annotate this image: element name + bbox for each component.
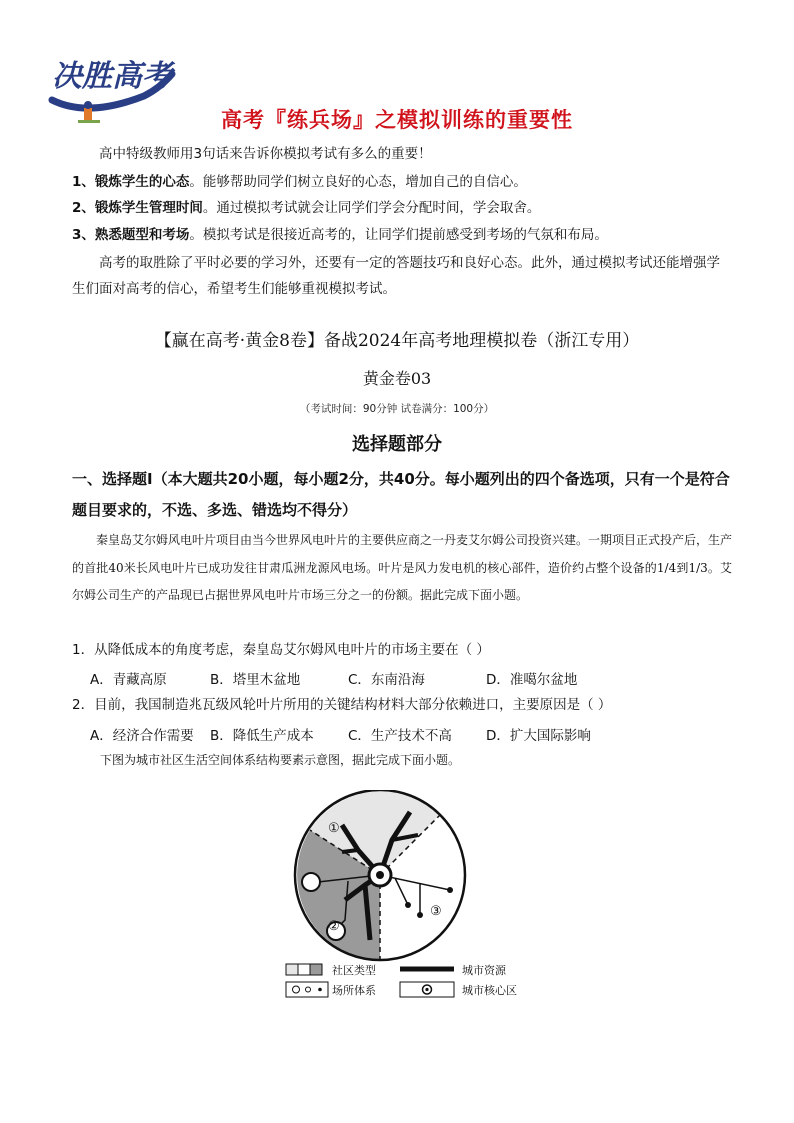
legend-community-types: 社区类型 [332,964,376,977]
figure-intro: 下图为城市社区生活空间体系结构要素示意图，据此完成下面小题。 [100,753,461,767]
q1-option-b: B．塔里木盆地 [210,672,301,688]
part-heading: 选择题部分 [352,434,442,455]
exam-time-info: （考试时间：90分钟 试卷满分：100分） [299,403,495,415]
sector-label-2: ② [328,919,340,934]
promo-point-2 [72,195,732,221]
promo-title: 高考『练兵场』之模拟训练的重要性 [221,108,573,132]
point-number: 1、 [72,174,95,190]
q2-option-d: D．扩大国际影响 [486,728,591,744]
promo-point-3 [72,222,732,248]
legend-urban-core: 城市核心区 [462,984,517,997]
exam-subtitle: 黄金卷03 [362,369,432,388]
exam-title: 【赢在高考·黄金8卷】备战2024年高考地理模拟卷（浙江专用） [154,331,640,351]
point-number: 2、 [72,200,95,216]
point-body: 。通过模拟考试就会让同学们学会分配时间，学会取舍。 [202,200,541,216]
promo-intro: 高中特级教师用3句话来告诉你模拟考试有多么的重要！ [99,146,432,162]
legend-venue-system: 场所体系 [332,984,376,997]
figure-legend [284,962,524,1002]
point-head: 锻炼学生的心态 [94,174,190,190]
q1-option-c: C．东南沿海 [348,672,425,688]
q1-option-a: A．青藏高原 [90,672,167,688]
question-2-stem: 2．目前，我国制造兆瓦级风轮叶片所用的关键结构材料大部分依赖进口，主要原因是（ ） [72,697,612,713]
sector-label-3: ③ [430,904,442,919]
point-body: 。能够帮助同学们树立良好的心态，增加自己的自信心。 [189,174,527,190]
point-number: 3、 [72,227,95,243]
q2-option-c: C．生产技术不高 [348,728,452,744]
q2-option-b: B．降低生产成本 [210,728,314,744]
legend-urban-resources: 城市资源 [462,964,506,977]
promo-closing: 高考的取胜除了平时必要的学习外，还要有一定的答题技巧和良好心态。此外，通过模拟考试还能增强学生们面对高考的信心，希望考生们能够重视模拟考试。 [72,255,720,297]
logo-text: 决胜高考 [52,59,172,94]
section-heading: 一、选择题Ⅰ（本大题共20小题，每小题2分，共40分。每小题列出的四个备选项，只有一个是符合题目要求的，不选、多选、错选均不得分） [72,470,730,519]
point-head: 锻炼学生管理时间 [94,200,203,216]
sector-label-1: ① [328,821,340,836]
q2-option-a: A．经济合作需要 [90,728,194,744]
reading-passage: 秦皇岛艾尔姆风电叶片项目由当今世界风电叶片的主要供应商之一丹麦艾尔姆公司投资兴建。一期项目正式投产后，生产的首批40米长风电叶片已成功发往甘肃瓜洲龙源风电场。叶片是风力发电机的核心部件，造价约占整个设备的1/4到1/3。艾尔姆公司生产的产品现已占据世界风电叶片市场三分之一的份额。据此完成下面小题。 [72,533,733,602]
promo-point-1 [72,169,732,195]
point-head: 熟悉题型和考场 [94,227,190,243]
question-1-stem: 1．从降低成本的角度考虑，秦皇岛艾尔姆风电叶片的市场主要在（ ） [72,642,490,658]
point-body: 。模拟考试是很接近高考的，让同学们提前感受到考场的气氛和布局。 [189,227,608,243]
q1-option-d: D．准噶尔盆地 [486,672,578,688]
